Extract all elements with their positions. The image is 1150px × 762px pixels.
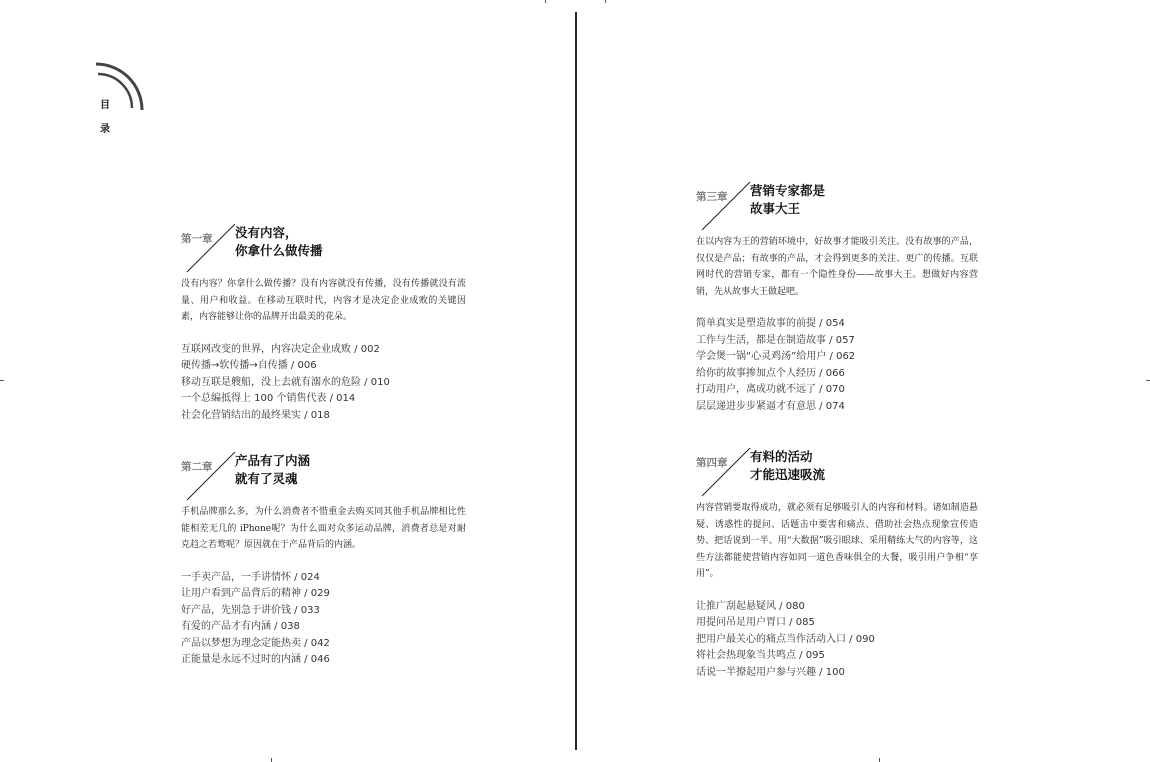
section-entry[interactable]: 工作与生活，都是在制造故事 / 057 xyxy=(696,334,855,346)
section-entry[interactable]: 硬传播→软传播→自传播 / 006 xyxy=(181,360,317,372)
toc-badge xyxy=(92,60,152,140)
chapter-heading xyxy=(696,448,978,500)
section-entry[interactable]: 社会化营销结出的最终果实 / 018 xyxy=(181,409,330,421)
chapter-sections xyxy=(181,570,466,670)
section-entry[interactable]: 让用户看到产品背后的精神 / 029 xyxy=(181,588,330,600)
section-entry[interactable]: 一手卖产品，一手讲情怀 / 024 xyxy=(181,571,320,583)
section-entry[interactable]: 互联网改变的世界，内容决定企业成败 / 002 xyxy=(181,343,380,355)
chapter-description: 内容营销要取得成功，就必须有足够吸引人的内容和材料。诸如制造悬疑、诱惑性的提问、话题击中要害和痛点、借助社会热点现象宣传造势、把话说到一半、用“大数据”吸引眼球、采用精练大气的内容等，这些方法都能使营销内容如同一道色香味俱全的大餐，吸引用户争相“享用”。 xyxy=(696,503,978,579)
chapter-label: 第二章 xyxy=(181,461,213,473)
chapter-3 xyxy=(696,182,978,416)
section-entry[interactable]: 好产品，先别急于讲价钱 / 033 xyxy=(181,604,320,616)
section-entry[interactable]: 层层递进步步紧逼才有意思 / 074 xyxy=(696,400,845,412)
chapter-label: 第三章 xyxy=(696,191,728,203)
chapter-description: 手机品牌那么多，为什么消费者不惜重金去购买同其他手机品牌相比性能相差无几的 iPhone呢？为什么面对众多运动品牌，消费者总是对耐克趋之若鹜呢？原因就在于产品背后的内涵。 xyxy=(181,507,466,550)
chapter-title xyxy=(750,182,825,218)
section-entry[interactable]: 将社会热现象当共鸣点 / 095 xyxy=(696,650,825,662)
chapter-sections xyxy=(181,342,466,425)
section-entry[interactable]: 让推广刮起悬疑风 / 080 xyxy=(696,600,805,612)
chapter-sections xyxy=(696,316,978,416)
section-entry[interactable]: 一个总编抵得上 100 个销售代表 / 014 xyxy=(181,393,356,405)
chapter-4 xyxy=(696,448,978,681)
section-entry[interactable]: 正能量是永远不过时的内涵 / 046 xyxy=(181,654,330,666)
section-entry[interactable]: 学会煲一锅“心灵鸡汤”给用户 / 062 xyxy=(696,351,856,363)
chapter-heading xyxy=(181,224,466,276)
chapter-title-line1: 产品有了内涵 xyxy=(235,453,311,468)
chapter-label: 第四章 xyxy=(696,457,728,469)
chapter-title-line1: 有料的活动 xyxy=(750,449,813,464)
section-entry[interactable]: 打动用户，离成功就不远了 / 070 xyxy=(696,384,845,396)
chapter-title-line2: 你拿什么做传播 xyxy=(235,243,323,258)
section-entry[interactable]: 话说一半撩起用户参与兴趣 / 100 xyxy=(696,666,845,678)
chapter-2 xyxy=(181,452,466,669)
chapter-title xyxy=(750,448,825,484)
signal-arcs-icon xyxy=(92,60,152,120)
section-entry[interactable]: 用提问吊足用户胃口 / 085 xyxy=(696,617,815,629)
chapter-title-line1: 营销专家都是 xyxy=(750,183,826,198)
chapter-title xyxy=(235,224,323,260)
chapter-label: 第一章 xyxy=(181,233,213,245)
section-entry[interactable]: 把用户最关心的痛点当作活动入口 / 090 xyxy=(696,633,875,645)
chapter-title-line2: 故事大王 xyxy=(750,201,801,216)
section-entry[interactable]: 产品以梦想为理念定能热卖 / 042 xyxy=(181,637,330,649)
chapter-description: 在以内容为王的营销环境中，好故事才能吸引关注。没有故事的产品，仅仅是产品；有故事的产品，才会得到更多的关注、更广的传播。互联网时代的营销专家，都有一个隐性身份——故事大王。想做好内容营销，先从故事大王做起吧。 xyxy=(696,237,978,297)
chapter-1 xyxy=(181,224,466,424)
chapter-sections xyxy=(696,599,978,682)
section-entry[interactable]: 简单真实是塑造故事的前提 / 054 xyxy=(696,318,845,329)
chapter-title-line2: 才能迅速吸流 xyxy=(750,467,826,482)
chapter-title-line1: 没有内容， xyxy=(235,225,298,240)
chapter-description: 没有内容？你拿什么做传播？没有内容就没有传播，没有传播就没有流量、用户和收益。在移动互联时代，内容才是决定企业成败的关键因素，内容能够让你的品牌开出最美的花朵。 xyxy=(181,279,466,322)
chapter-title xyxy=(235,452,310,488)
toc-label-bottom: 录 xyxy=(100,124,110,135)
toc-label-top: 目 xyxy=(100,100,110,111)
section-entry[interactable]: 给你的故事掺加点个人经历 / 066 xyxy=(696,367,845,379)
section-entry[interactable]: 有爱的产品才有内涵 / 038 xyxy=(181,621,300,633)
chapter-heading xyxy=(696,182,978,234)
chapter-title-line2: 就有了灵魂 xyxy=(235,471,298,486)
right-page xyxy=(577,0,1150,762)
chapter-heading xyxy=(181,452,466,504)
section-entry[interactable]: 移动互联是艘船，没上去就有溺水的危险 / 010 xyxy=(181,376,390,388)
